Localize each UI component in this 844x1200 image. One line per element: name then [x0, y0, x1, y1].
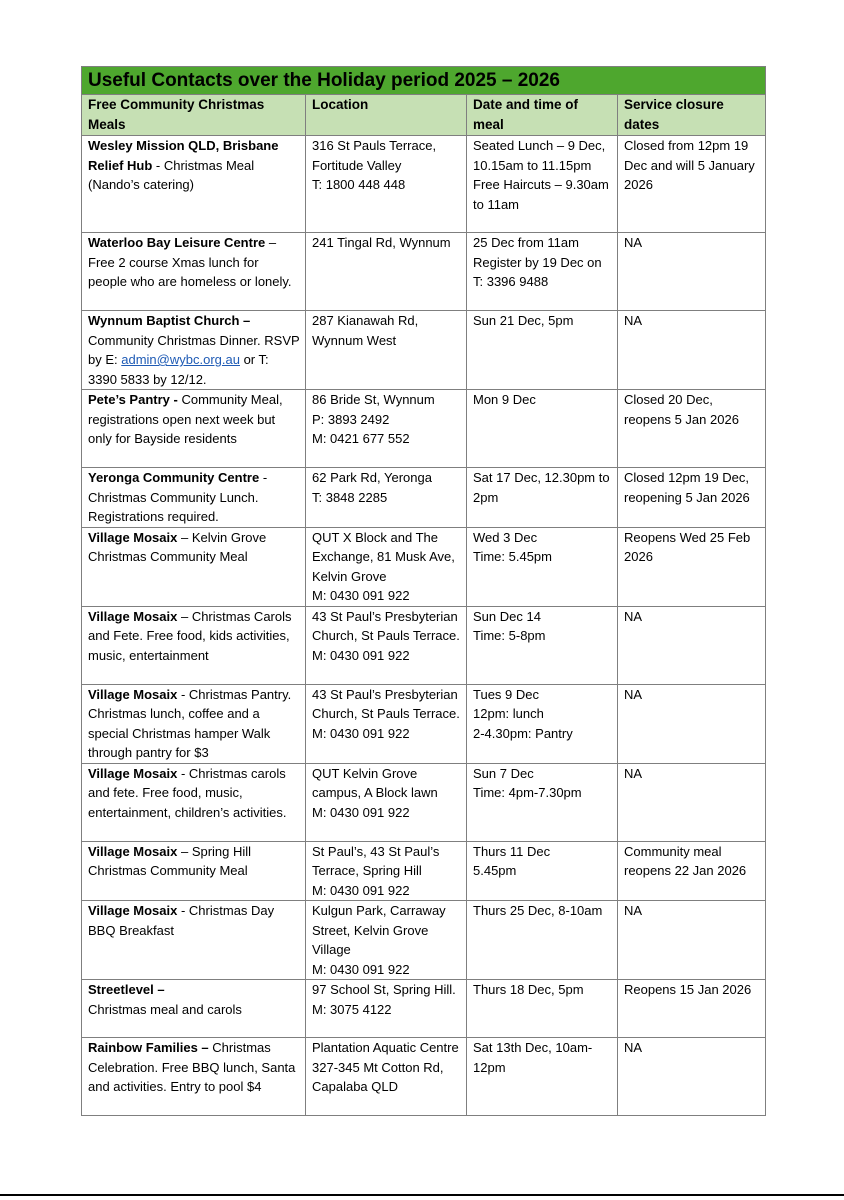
location-line: 43 St Paul’s Presbyterian Church, St Pauls Terrace.	[312, 686, 460, 721]
contacts-table	[81, 66, 766, 1116]
org-name: Waterloo Bay Leisure Centre	[88, 235, 266, 250]
org-name: Wesley Mission QLD, Brisbane Relief Hub	[88, 138, 279, 173]
title-row	[82, 67, 766, 95]
location-line: QUT Kelvin Grove campus, A Block lawn	[312, 765, 438, 800]
location-cell	[306, 527, 467, 606]
meal-cell	[82, 468, 306, 528]
location-cell	[306, 1038, 467, 1116]
closure-cell: Closed 20 Dec, reopens 5 Jan 2026	[618, 390, 766, 468]
location-line: QUT X Block and The Exchange, 81 Musk Ave, Kelvin Grove	[312, 529, 455, 584]
email-link[interactable]: admin@wybc.org.au	[121, 352, 240, 367]
location-line: M: 0430 091 922	[312, 882, 410, 898]
date-line: Free Haircuts – 9.30am to 11am	[473, 177, 609, 212]
location-line: P: 3893 2492	[312, 411, 390, 427]
location-line: M: 0430 091 922	[312, 961, 410, 977]
location-line: 86 Bride St, Wynnum	[312, 392, 435, 407]
header-row	[82, 95, 766, 136]
location-line: St Paul’s, 43 St Paul’s Terrace, Spring Hill	[312, 843, 440, 878]
date-line: Time: 5-8pm	[473, 628, 546, 643]
date-line: Seated Lunch – 9 Dec, 10.15am to 11.15pm	[473, 138, 606, 173]
org-name: Rainbow Families –	[88, 1040, 209, 1055]
org-name: Wynnum Baptist Church –	[88, 313, 251, 328]
org-name: Village Mosaix	[88, 843, 178, 859]
org-name: Village Mosaix	[88, 765, 178, 781]
table-row	[82, 527, 766, 606]
closure-cell: Community meal reopens 22 Jan 2026	[618, 841, 766, 901]
meal-description: Community Christmas Dinner. RSVP by E:	[88, 332, 300, 367]
closure-cell: Closed 12pm 19 Dec, reopening 5 Jan 2026	[618, 468, 766, 528]
date-line: Sun 21 Dec, 5pm	[473, 313, 574, 328]
date-cell	[467, 901, 618, 980]
location-line: 241 Tingal Rd, Wynnum	[312, 235, 451, 250]
org-name: Pete’s Pantry -	[88, 392, 178, 407]
date-line: Mon 9 Dec	[473, 392, 536, 407]
location-cell	[306, 606, 467, 684]
location-cell	[306, 684, 467, 763]
table-row	[82, 841, 766, 901]
location-line: M: 0430 091 922	[312, 588, 410, 603]
location-cell	[306, 841, 467, 901]
date-cell	[467, 136, 618, 233]
table-row	[82, 136, 766, 233]
location-line: M: 3075 4122	[312, 1001, 392, 1017]
date-cell	[467, 684, 618, 763]
date-line: Wed 3 Dec	[473, 529, 538, 545]
date-line: Thurs 18 Dec, 5pm	[473, 982, 584, 997]
date-cell	[467, 390, 618, 468]
meal-description: - Christmas Day BBQ Breakfast	[88, 903, 275, 938]
location-cell	[306, 763, 467, 841]
date-line: Thurs 25 Dec, 8-10am	[473, 903, 603, 918]
table-row	[82, 763, 766, 841]
table-row	[82, 390, 766, 468]
date-cell	[467, 527, 618, 606]
closure-cell: Closed from 12pm 19 Dec and will 5 January 2026	[618, 136, 766, 233]
org-name: Village Mosaix	[88, 903, 178, 918]
closure-cell: NA	[618, 763, 766, 841]
table-row	[82, 901, 766, 980]
closure-cell: NA	[618, 606, 766, 684]
table-row	[82, 684, 766, 763]
closure-cell: NA	[618, 1038, 766, 1116]
header-meals: Free Community Christmas Meals	[82, 95, 306, 136]
meal-cell	[82, 390, 306, 468]
meal-description-end: or T: 3390 5833 by 12/12.	[88, 352, 269, 387]
org-name: Yeronga Community Centre	[88, 470, 260, 485]
location-cell	[306, 311, 467, 390]
meal-cell	[82, 606, 306, 684]
location-line: 316 St Pauls Terrace, Fortitude Valley	[312, 138, 437, 173]
table-row	[82, 233, 766, 311]
date-cell	[467, 1038, 618, 1116]
date-line: Sat 13th Dec, 10am-12pm	[473, 1040, 593, 1075]
meal-description: – Christmas Carols and Fete. Free food, kids activities, music, entertainment	[88, 608, 292, 663]
location-line: M: 0430 091 922	[312, 804, 410, 820]
meal-description: - Christmas carols and fete. Free food, music, entertainment, children’s activities.	[88, 765, 287, 820]
org-name: Streetlevel –	[88, 982, 165, 997]
date-cell	[467, 233, 618, 311]
meal-description: – Spring Hill Christmas Community Meal	[88, 843, 252, 878]
table-row	[82, 468, 766, 528]
meal-cell	[82, 763, 306, 841]
closure-cell: NA	[618, 233, 766, 311]
closure-cell: Reopens Wed 25 Feb 2026	[618, 527, 766, 606]
location-cell	[306, 901, 467, 980]
location-line: 287 Kianawah Rd, Wynnum West	[312, 313, 419, 348]
header-location: Location	[306, 95, 467, 136]
location-cell	[306, 390, 467, 468]
meal-cell	[82, 980, 306, 1038]
location-line: 97 School St, Spring Hill.	[312, 982, 456, 997]
closure-cell: NA	[618, 684, 766, 763]
location-line: T: 3848 2285	[312, 489, 388, 505]
org-name: Village Mosaix	[88, 686, 178, 702]
location-line: M: 0421 677 552	[312, 431, 410, 446]
date-line: 2-4.30pm: Pantry	[473, 725, 573, 741]
meal-cell	[82, 901, 306, 980]
meal-description: - Christmas Pantry. Christmas lunch, coffee and a special Christmas hamper Walk through pantry for $3	[88, 686, 292, 760]
meal-description: Christmas meal and carols	[88, 1001, 242, 1017]
date-line: Sun Dec 14	[473, 608, 541, 624]
date-cell	[467, 311, 618, 390]
org-name: Village Mosaix	[88, 529, 178, 545]
date-line: Time: 4pm-7.30pm	[473, 785, 582, 800]
date-cell	[467, 763, 618, 841]
meal-description: – Free 2 course Xmas lunch for people who are homeless or lonely.	[88, 235, 292, 289]
date-line: 5.45pm	[473, 863, 517, 878]
closure-cell: NA	[618, 311, 766, 390]
location-cell	[306, 136, 467, 233]
header-closure: Service closure dates	[618, 95, 766, 136]
location-cell	[306, 980, 467, 1038]
table-row	[82, 606, 766, 684]
location-cell	[306, 468, 467, 528]
meal-description: – Kelvin Grove Christmas Community Meal	[88, 529, 267, 564]
page-bottom-rule	[0, 1194, 844, 1196]
table-row	[82, 311, 766, 390]
location-cell	[306, 233, 467, 311]
location-line: 327-345 Mt Cotton Rd, Capalaba QLD	[312, 1059, 444, 1094]
meal-cell	[82, 136, 306, 233]
meal-description: - Christmas Meal (Nando’s catering)	[88, 157, 255, 192]
closure-cell: Reopens 15 Jan 2026	[618, 980, 766, 1038]
meal-description: - Christmas Community Lunch. Registrations required.	[88, 470, 268, 524]
date-line: Sun 7 Dec	[473, 765, 534, 781]
location-line: Kulgun Park, Carraway Street, Kelvin Grove Village	[312, 903, 446, 957]
meal-cell	[82, 841, 306, 901]
date-cell	[467, 468, 618, 528]
date-cell	[467, 606, 618, 684]
closure-cell: NA	[618, 901, 766, 980]
meal-cell	[82, 527, 306, 606]
location-line: M: 0430 091 922	[312, 647, 410, 663]
meal-description: Christmas Celebration. Free BBQ lunch, Santa and activities. Entry to pool $4	[88, 1040, 296, 1094]
meal-cell	[82, 311, 306, 390]
table-title: Useful Contacts over the Holiday period 2025 – 2026	[82, 67, 766, 95]
location-line: Plantation Aquatic Centre	[312, 1040, 459, 1055]
date-line: Register by 19 Dec on T: 3396 9488	[473, 254, 602, 289]
date-line: Sat 17 Dec, 12.30pm to 2pm	[473, 470, 610, 505]
date-cell	[467, 841, 618, 901]
date-line: 12pm: lunch	[473, 706, 544, 721]
date-line: Tues 9 Dec	[473, 686, 539, 702]
header-date-time: Date and time of meal	[467, 95, 618, 136]
table-row	[82, 1038, 766, 1116]
date-line: Thurs 11 Dec	[473, 843, 551, 859]
meal-cell	[82, 1038, 306, 1116]
org-name: Village Mosaix	[88, 608, 178, 624]
date-line: 25 Dec from 11am	[473, 235, 579, 250]
meal-cell	[82, 684, 306, 763]
location-line: 62 Park Rd, Yeronga	[312, 470, 432, 485]
location-line: T: 1800 448 448	[312, 177, 406, 192]
date-line: Time: 5.45pm	[473, 549, 552, 564]
location-line: 43 St Paul’s Presbyterian Church, St Pauls Terrace.	[312, 608, 460, 643]
table-row	[82, 980, 766, 1038]
location-line: M: 0430 091 922	[312, 725, 410, 741]
date-cell	[467, 980, 618, 1038]
meal-cell	[82, 233, 306, 311]
meal-description: Community Meal, registrations open next week but only for Bayside residents	[88, 392, 283, 446]
